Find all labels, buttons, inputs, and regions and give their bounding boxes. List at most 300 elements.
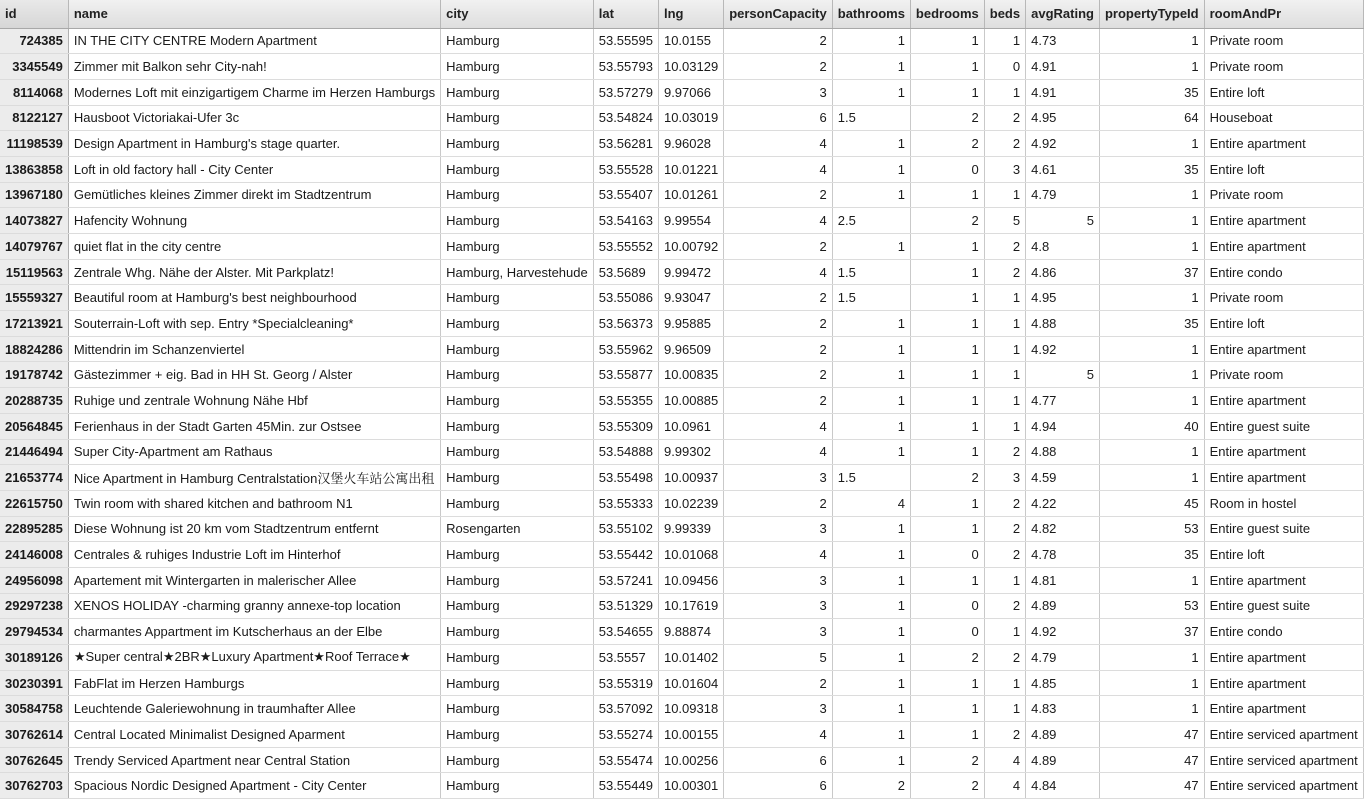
- cell-roomAndProperty[interactable]: Entire guest suite: [1204, 413, 1363, 439]
- cell-beds[interactable]: 2: [984, 593, 1025, 619]
- cell-city[interactable]: Hamburg: [441, 234, 594, 260]
- cell-bedrooms[interactable]: 0: [910, 593, 984, 619]
- cell-beds[interactable]: 1: [984, 285, 1025, 311]
- cell-bedrooms[interactable]: 1: [910, 567, 984, 593]
- cell-city[interactable]: Hamburg, Harvestehude: [441, 259, 594, 285]
- cell-beds[interactable]: 2: [984, 234, 1025, 260]
- cell-personCapacity[interactable]: 4: [724, 259, 833, 285]
- cell-bedrooms[interactable]: 1: [910, 670, 984, 696]
- table-row[interactable]: [0, 567, 1363, 593]
- cell-avgRating[interactable]: 4.91: [1026, 79, 1100, 105]
- cell-name[interactable]: Diese Wohnung ist 20 km vom Stadtzentrum entfernt: [68, 516, 440, 542]
- cell-bathrooms[interactable]: 1: [832, 234, 910, 260]
- cell-lng[interactable]: 9.96509: [658, 336, 723, 362]
- cell-id[interactable]: 24146008: [0, 542, 68, 568]
- cell-name[interactable]: charmantes Appartment im Kutscherhaus an der Elbe: [68, 619, 440, 645]
- cell-lng[interactable]: 10.0961: [658, 413, 723, 439]
- cell-bathrooms[interactable]: 1.5: [832, 105, 910, 131]
- cell-name[interactable]: Souterrain-Loft with sep. Entry *Specialcleaning*: [68, 311, 440, 337]
- cell-name[interactable]: FabFlat im Herzen Hamburgs: [68, 670, 440, 696]
- cell-bedrooms[interactable]: 1: [910, 439, 984, 465]
- table-row[interactable]: [0, 619, 1363, 645]
- cell-personCapacity[interactable]: 2: [724, 336, 833, 362]
- cell-personCapacity[interactable]: 3: [724, 79, 833, 105]
- cell-lat[interactable]: 53.56281: [593, 131, 658, 157]
- cell-id[interactable]: 724385: [0, 28, 68, 54]
- cell-bathrooms[interactable]: 1: [832, 156, 910, 182]
- cell-bathrooms[interactable]: 1: [832, 413, 910, 439]
- cell-lat[interactable]: 53.55552: [593, 234, 658, 260]
- cell-city[interactable]: Hamburg: [441, 567, 594, 593]
- cell-name[interactable]: Trendy Serviced Apartment near Central Station: [68, 747, 440, 773]
- cell-avgRating[interactable]: 4.95: [1026, 105, 1100, 131]
- cell-personCapacity[interactable]: 2: [724, 490, 833, 516]
- table-row[interactable]: [0, 747, 1363, 773]
- cell-bathrooms[interactable]: 1.5: [832, 465, 910, 491]
- table-row[interactable]: [0, 79, 1363, 105]
- table-row[interactable]: [0, 542, 1363, 568]
- cell-bedrooms[interactable]: 2: [910, 773, 984, 799]
- cell-personCapacity[interactable]: 3: [724, 465, 833, 491]
- cell-lat[interactable]: 53.55877: [593, 362, 658, 388]
- cell-id[interactable]: 30189126: [0, 645, 68, 671]
- cell-lat[interactable]: 53.55274: [593, 722, 658, 748]
- cell-propertyTypeId[interactable]: 1: [1099, 131, 1204, 157]
- cell-city[interactable]: Hamburg: [441, 156, 594, 182]
- cell-city[interactable]: Hamburg: [441, 619, 594, 645]
- cell-avgRating[interactable]: 4.85: [1026, 670, 1100, 696]
- cell-avgRating[interactable]: 4.91: [1026, 54, 1100, 80]
- cell-beds[interactable]: 4: [984, 773, 1025, 799]
- cell-beds[interactable]: 1: [984, 670, 1025, 696]
- cell-id[interactable]: 14079767: [0, 234, 68, 260]
- cell-propertyTypeId[interactable]: 37: [1099, 619, 1204, 645]
- cell-personCapacity[interactable]: 3: [724, 696, 833, 722]
- cell-lng[interactable]: 9.99554: [658, 208, 723, 234]
- cell-roomAndProperty[interactable]: Entire apartment: [1204, 131, 1363, 157]
- cell-propertyTypeId[interactable]: 1: [1099, 28, 1204, 54]
- cell-propertyTypeId[interactable]: 47: [1099, 747, 1204, 773]
- cell-propertyTypeId[interactable]: 45: [1099, 490, 1204, 516]
- cell-bedrooms[interactable]: 1: [910, 259, 984, 285]
- table-row[interactable]: [0, 285, 1363, 311]
- cell-city[interactable]: Rosengarten: [441, 516, 594, 542]
- cell-avgRating[interactable]: 4.83: [1026, 696, 1100, 722]
- cell-beds[interactable]: 1: [984, 28, 1025, 54]
- cell-name[interactable]: Hausboot Victoriakai-Ufer 3c: [68, 105, 440, 131]
- cell-bedrooms[interactable]: 2: [910, 645, 984, 671]
- cell-roomAndProperty[interactable]: Entire apartment: [1204, 645, 1363, 671]
- cell-avgRating[interactable]: 4.92: [1026, 619, 1100, 645]
- cell-lng[interactable]: 9.88874: [658, 619, 723, 645]
- cell-propertyTypeId[interactable]: 1: [1099, 439, 1204, 465]
- cell-beds[interactable]: 1: [984, 79, 1025, 105]
- cell-propertyTypeId[interactable]: 1: [1099, 182, 1204, 208]
- cell-propertyTypeId[interactable]: 1: [1099, 54, 1204, 80]
- cell-id[interactable]: 18824286: [0, 336, 68, 362]
- cell-personCapacity[interactable]: 4: [724, 131, 833, 157]
- cell-id[interactable]: 20564845: [0, 413, 68, 439]
- cell-personCapacity[interactable]: 2: [724, 54, 833, 80]
- cell-name[interactable]: Zentrale Whg. Nähe der Alster. Mit Parkplatz!: [68, 259, 440, 285]
- cell-propertyTypeId[interactable]: 1: [1099, 388, 1204, 414]
- table-row[interactable]: [0, 773, 1363, 799]
- cell-avgRating[interactable]: 5: [1026, 362, 1100, 388]
- cell-bathrooms[interactable]: 1.5: [832, 259, 910, 285]
- cell-roomAndProperty[interactable]: Private room: [1204, 28, 1363, 54]
- cell-id[interactable]: 30762703: [0, 773, 68, 799]
- cell-personCapacity[interactable]: 2: [724, 182, 833, 208]
- cell-id[interactable]: 30230391: [0, 670, 68, 696]
- cell-id[interactable]: 29794534: [0, 619, 68, 645]
- cell-personCapacity[interactable]: 4: [724, 208, 833, 234]
- cell-name[interactable]: Gemütliches kleines Zimmer direkt im Stadtzentrum: [68, 182, 440, 208]
- cell-name[interactable]: Mittendrin im Schanzenviertel: [68, 336, 440, 362]
- cell-city[interactable]: Hamburg: [441, 542, 594, 568]
- cell-name[interactable]: Zimmer mit Balkon sehr City-nah!: [68, 54, 440, 80]
- table-row[interactable]: [0, 722, 1363, 748]
- cell-avgRating[interactable]: 4.86: [1026, 259, 1100, 285]
- cell-lat[interactable]: 53.55319: [593, 670, 658, 696]
- cell-bathrooms[interactable]: 1: [832, 567, 910, 593]
- cell-lat[interactable]: 53.57279: [593, 79, 658, 105]
- cell-bedrooms[interactable]: 1: [910, 722, 984, 748]
- cell-name[interactable]: Ruhige und zentrale Wohnung Nähe Hbf: [68, 388, 440, 414]
- cell-beds[interactable]: 4: [984, 747, 1025, 773]
- cell-beds[interactable]: 2: [984, 645, 1025, 671]
- cell-bathrooms[interactable]: 1: [832, 131, 910, 157]
- cell-bedrooms[interactable]: 1: [910, 413, 984, 439]
- cell-bathrooms[interactable]: 1: [832, 182, 910, 208]
- cell-beds[interactable]: 1: [984, 362, 1025, 388]
- table-row[interactable]: [0, 208, 1363, 234]
- cell-propertyTypeId[interactable]: 35: [1099, 542, 1204, 568]
- cell-avgRating[interactable]: 4.73: [1026, 28, 1100, 54]
- cell-lat[interactable]: 53.55528: [593, 156, 658, 182]
- cell-roomAndProperty[interactable]: Entire serviced apartment: [1204, 722, 1363, 748]
- cell-lat[interactable]: 53.55355: [593, 388, 658, 414]
- cell-roomAndProperty[interactable]: Entire serviced apartment: [1204, 773, 1363, 799]
- cell-bathrooms[interactable]: 1: [832, 79, 910, 105]
- cell-avgRating[interactable]: 5: [1026, 208, 1100, 234]
- cell-city[interactable]: Hamburg: [441, 722, 594, 748]
- cell-roomAndProperty[interactable]: Entire apartment: [1204, 567, 1363, 593]
- cell-city[interactable]: Hamburg: [441, 285, 594, 311]
- cell-roomAndProperty[interactable]: Entire apartment: [1204, 208, 1363, 234]
- cell-lat[interactable]: 53.57241: [593, 567, 658, 593]
- table-row[interactable]: [0, 234, 1363, 260]
- cell-lng[interactable]: 10.03019: [658, 105, 723, 131]
- cell-bedrooms[interactable]: 2: [910, 465, 984, 491]
- cell-bathrooms[interactable]: 1: [832, 670, 910, 696]
- cell-propertyTypeId[interactable]: 47: [1099, 773, 1204, 799]
- table-row[interactable]: [0, 439, 1363, 465]
- cell-lng[interactable]: 10.01402: [658, 645, 723, 671]
- cell-lat[interactable]: 53.5557: [593, 645, 658, 671]
- cell-lat[interactable]: 53.55449: [593, 773, 658, 799]
- cell-lat[interactable]: 53.55333: [593, 490, 658, 516]
- cell-roomAndProperty[interactable]: Private room: [1204, 285, 1363, 311]
- cell-bathrooms[interactable]: 1: [832, 28, 910, 54]
- cell-lat[interactable]: 53.55309: [593, 413, 658, 439]
- cell-city[interactable]: Hamburg: [441, 413, 594, 439]
- cell-propertyTypeId[interactable]: 1: [1099, 208, 1204, 234]
- cell-beds[interactable]: 5: [984, 208, 1025, 234]
- cell-propertyTypeId[interactable]: 35: [1099, 311, 1204, 337]
- cell-lat[interactable]: 53.51329: [593, 593, 658, 619]
- table-row[interactable]: [0, 670, 1363, 696]
- cell-bedrooms[interactable]: 1: [910, 234, 984, 260]
- cell-roomAndProperty[interactable]: Private room: [1204, 182, 1363, 208]
- cell-id[interactable]: 17213921: [0, 311, 68, 337]
- cell-personCapacity[interactable]: 2: [724, 28, 833, 54]
- cell-city[interactable]: Hamburg: [441, 696, 594, 722]
- cell-lng[interactable]: 9.99302: [658, 439, 723, 465]
- cell-beds[interactable]: 1: [984, 182, 1025, 208]
- cell-bedrooms[interactable]: 0: [910, 542, 984, 568]
- cell-lat[interactable]: 53.54824: [593, 105, 658, 131]
- cell-beds[interactable]: 2: [984, 516, 1025, 542]
- cell-city[interactable]: Hamburg: [441, 388, 594, 414]
- cell-lat[interactable]: 53.55793: [593, 54, 658, 80]
- cell-city[interactable]: Hamburg: [441, 593, 594, 619]
- cell-city[interactable]: Hamburg: [441, 773, 594, 799]
- cell-personCapacity[interactable]: 3: [724, 619, 833, 645]
- column-header-name[interactable]: name: [68, 0, 440, 28]
- cell-bathrooms[interactable]: 2.5: [832, 208, 910, 234]
- cell-personCapacity[interactable]: 6: [724, 773, 833, 799]
- cell-id[interactable]: 30762645: [0, 747, 68, 773]
- cell-personCapacity[interactable]: 2: [724, 670, 833, 696]
- cell-bedrooms[interactable]: 1: [910, 490, 984, 516]
- cell-roomAndProperty[interactable]: Private room: [1204, 54, 1363, 80]
- table-row[interactable]: [0, 182, 1363, 208]
- cell-beds[interactable]: 0: [984, 54, 1025, 80]
- cell-roomAndProperty[interactable]: Entire condo: [1204, 259, 1363, 285]
- cell-city[interactable]: Hamburg: [441, 670, 594, 696]
- cell-lng[interactable]: 10.01604: [658, 670, 723, 696]
- cell-roomAndProperty[interactable]: Entire loft: [1204, 79, 1363, 105]
- cell-roomAndProperty[interactable]: Private room: [1204, 362, 1363, 388]
- cell-propertyTypeId[interactable]: 64: [1099, 105, 1204, 131]
- cell-bedrooms[interactable]: 1: [910, 79, 984, 105]
- cell-beds[interactable]: 3: [984, 465, 1025, 491]
- cell-bedrooms[interactable]: 2: [910, 747, 984, 773]
- cell-bathrooms[interactable]: 1: [832, 388, 910, 414]
- cell-bedrooms[interactable]: 1: [910, 54, 984, 80]
- cell-id[interactable]: 11198539: [0, 131, 68, 157]
- cell-avgRating[interactable]: 4.92: [1026, 131, 1100, 157]
- cell-city[interactable]: Hamburg: [441, 336, 594, 362]
- table-row[interactable]: [0, 490, 1363, 516]
- table-row[interactable]: [0, 516, 1363, 542]
- cell-lng[interactable]: 10.00792: [658, 234, 723, 260]
- cell-lng[interactable]: 10.17619: [658, 593, 723, 619]
- cell-avgRating[interactable]: 4.94: [1026, 413, 1100, 439]
- cell-roomAndProperty[interactable]: Room in hostel: [1204, 490, 1363, 516]
- cell-personCapacity[interactable]: 4: [724, 542, 833, 568]
- cell-name[interactable]: Gästezimmer + eig. Bad in HH St. Georg / Alster: [68, 362, 440, 388]
- table-row[interactable]: [0, 54, 1363, 80]
- cell-avgRating[interactable]: 4.88: [1026, 311, 1100, 337]
- column-header-bedrooms[interactable]: bedrooms: [910, 0, 984, 28]
- cell-bathrooms[interactable]: 2: [832, 773, 910, 799]
- column-header-beds[interactable]: beds: [984, 0, 1025, 28]
- column-header-lng[interactable]: lng: [658, 0, 723, 28]
- cell-lat[interactable]: 53.55086: [593, 285, 658, 311]
- cell-bathrooms[interactable]: 1: [832, 542, 910, 568]
- cell-avgRating[interactable]: 4.79: [1026, 182, 1100, 208]
- cell-lng[interactable]: 9.96028: [658, 131, 723, 157]
- cell-propertyTypeId[interactable]: 35: [1099, 79, 1204, 105]
- cell-city[interactable]: Hamburg: [441, 362, 594, 388]
- cell-propertyTypeId[interactable]: 1: [1099, 645, 1204, 671]
- column-header-bathrooms[interactable]: bathrooms: [832, 0, 910, 28]
- cell-id[interactable]: 21653774: [0, 465, 68, 491]
- column-header-lat[interactable]: lat: [593, 0, 658, 28]
- cell-city[interactable]: Hamburg: [441, 490, 594, 516]
- cell-beds[interactable]: 2: [984, 542, 1025, 568]
- cell-personCapacity[interactable]: 3: [724, 567, 833, 593]
- cell-roomAndProperty[interactable]: Entire apartment: [1204, 234, 1363, 260]
- cell-beds[interactable]: 2: [984, 722, 1025, 748]
- cell-personCapacity[interactable]: 3: [724, 593, 833, 619]
- cell-lng[interactable]: 10.09318: [658, 696, 723, 722]
- table-row[interactable]: [0, 259, 1363, 285]
- cell-propertyTypeId[interactable]: 1: [1099, 696, 1204, 722]
- cell-personCapacity[interactable]: 3: [724, 516, 833, 542]
- cell-lng[interactable]: 10.00256: [658, 747, 723, 773]
- cell-roomAndProperty[interactable]: Entire apartment: [1204, 670, 1363, 696]
- cell-personCapacity[interactable]: 6: [724, 747, 833, 773]
- cell-lng[interactable]: 10.01068: [658, 542, 723, 568]
- table-row[interactable]: [0, 311, 1363, 337]
- cell-beds[interactable]: 2: [984, 131, 1025, 157]
- cell-avgRating[interactable]: 4.81: [1026, 567, 1100, 593]
- cell-id[interactable]: 15559327: [0, 285, 68, 311]
- cell-propertyTypeId[interactable]: 40: [1099, 413, 1204, 439]
- cell-avgRating[interactable]: 4.79: [1026, 645, 1100, 671]
- cell-avgRating[interactable]: 4.95: [1026, 285, 1100, 311]
- cell-city[interactable]: Hamburg: [441, 79, 594, 105]
- cell-name[interactable]: quiet flat in the city centre: [68, 234, 440, 260]
- cell-lng[interactable]: 10.09456: [658, 567, 723, 593]
- cell-bedrooms[interactable]: 1: [910, 28, 984, 54]
- cell-propertyTypeId[interactable]: 1: [1099, 336, 1204, 362]
- cell-propertyTypeId[interactable]: 1: [1099, 362, 1204, 388]
- cell-personCapacity[interactable]: 4: [724, 439, 833, 465]
- cell-propertyTypeId[interactable]: 1: [1099, 670, 1204, 696]
- cell-lat[interactable]: 53.57092: [593, 696, 658, 722]
- cell-lng[interactable]: 9.97066: [658, 79, 723, 105]
- cell-roomAndProperty[interactable]: Entire apartment: [1204, 696, 1363, 722]
- cell-name[interactable]: Ferienhaus in der Stadt Garten 45Min. zur Ostsee: [68, 413, 440, 439]
- cell-avgRating[interactable]: 4.78: [1026, 542, 1100, 568]
- cell-lat[interactable]: 53.54888: [593, 439, 658, 465]
- cell-bathrooms[interactable]: 4: [832, 490, 910, 516]
- cell-lng[interactable]: 10.0155: [658, 28, 723, 54]
- cell-id[interactable]: 30762614: [0, 722, 68, 748]
- cell-roomAndProperty[interactable]: Entire apartment: [1204, 465, 1363, 491]
- cell-lat[interactable]: 53.5689: [593, 259, 658, 285]
- table-row[interactable]: [0, 28, 1363, 54]
- table-row[interactable]: [0, 696, 1363, 722]
- cell-avgRating[interactable]: 4.61: [1026, 156, 1100, 182]
- cell-avgRating[interactable]: 4.89: [1026, 593, 1100, 619]
- cell-roomAndProperty[interactable]: Entire condo: [1204, 619, 1363, 645]
- cell-personCapacity[interactable]: 2: [724, 285, 833, 311]
- cell-lat[interactable]: 53.55962: [593, 336, 658, 362]
- cell-name[interactable]: Central Located Minimalist Designed Aparment: [68, 722, 440, 748]
- cell-lng[interactable]: 10.02239: [658, 490, 723, 516]
- cell-name[interactable]: Design Apartment in Hamburg's stage quarter.: [68, 131, 440, 157]
- table-row[interactable]: [0, 593, 1363, 619]
- cell-avgRating[interactable]: 4.88: [1026, 439, 1100, 465]
- cell-id[interactable]: 29297238: [0, 593, 68, 619]
- cell-id[interactable]: 21446494: [0, 439, 68, 465]
- cell-avgRating[interactable]: 4.92: [1026, 336, 1100, 362]
- cell-bedrooms[interactable]: 1: [910, 336, 984, 362]
- cell-beds[interactable]: 2: [984, 259, 1025, 285]
- cell-avgRating[interactable]: 4.82: [1026, 516, 1100, 542]
- cell-city[interactable]: Hamburg: [441, 28, 594, 54]
- cell-city[interactable]: Hamburg: [441, 54, 594, 80]
- cell-beds[interactable]: 1: [984, 413, 1025, 439]
- cell-personCapacity[interactable]: 2: [724, 362, 833, 388]
- cell-lat[interactable]: 53.55474: [593, 747, 658, 773]
- table-row[interactable]: [0, 465, 1363, 491]
- cell-city[interactable]: Hamburg: [441, 131, 594, 157]
- cell-avgRating[interactable]: 4.22: [1026, 490, 1100, 516]
- cell-bathrooms[interactable]: 1: [832, 747, 910, 773]
- cell-propertyTypeId[interactable]: 1: [1099, 465, 1204, 491]
- cell-propertyTypeId[interactable]: 53: [1099, 593, 1204, 619]
- cell-lat[interactable]: 53.55498: [593, 465, 658, 491]
- cell-lat[interactable]: 53.54163: [593, 208, 658, 234]
- cell-lng[interactable]: 9.95885: [658, 311, 723, 337]
- cell-city[interactable]: Hamburg: [441, 105, 594, 131]
- table-row[interactable]: [0, 131, 1363, 157]
- cell-lng[interactable]: 10.03129: [658, 54, 723, 80]
- cell-roomAndProperty[interactable]: Entire apartment: [1204, 439, 1363, 465]
- cell-bathrooms[interactable]: 1: [832, 439, 910, 465]
- cell-lng[interactable]: 9.99472: [658, 259, 723, 285]
- cell-bedrooms[interactable]: 1: [910, 388, 984, 414]
- cell-name[interactable]: XENOS HOLIDAY -charming granny annexe-top location: [68, 593, 440, 619]
- cell-lng[interactable]: 10.00885: [658, 388, 723, 414]
- cell-personCapacity[interactable]: 2: [724, 311, 833, 337]
- cell-avgRating[interactable]: 4.8: [1026, 234, 1100, 260]
- cell-id[interactable]: 20288735: [0, 388, 68, 414]
- column-header-id[interactable]: id: [0, 0, 68, 28]
- cell-id[interactable]: 22615750: [0, 490, 68, 516]
- cell-name[interactable]: Hafencity Wohnung: [68, 208, 440, 234]
- cell-avgRating[interactable]: 4.89: [1026, 747, 1100, 773]
- cell-lat[interactable]: 53.55595: [593, 28, 658, 54]
- cell-roomAndProperty[interactable]: Entire guest suite: [1204, 516, 1363, 542]
- table-row[interactable]: [0, 413, 1363, 439]
- cell-id[interactable]: 13967180: [0, 182, 68, 208]
- cell-lat[interactable]: 53.55407: [593, 182, 658, 208]
- cell-id[interactable]: 19178742: [0, 362, 68, 388]
- cell-id[interactable]: 24956098: [0, 567, 68, 593]
- cell-bathrooms[interactable]: 1: [832, 54, 910, 80]
- cell-roomAndProperty[interactable]: Entire loft: [1204, 311, 1363, 337]
- cell-roomAndProperty[interactable]: Entire guest suite: [1204, 593, 1363, 619]
- cell-bedrooms[interactable]: 1: [910, 182, 984, 208]
- cell-propertyTypeId[interactable]: 47: [1099, 722, 1204, 748]
- cell-city[interactable]: Hamburg: [441, 311, 594, 337]
